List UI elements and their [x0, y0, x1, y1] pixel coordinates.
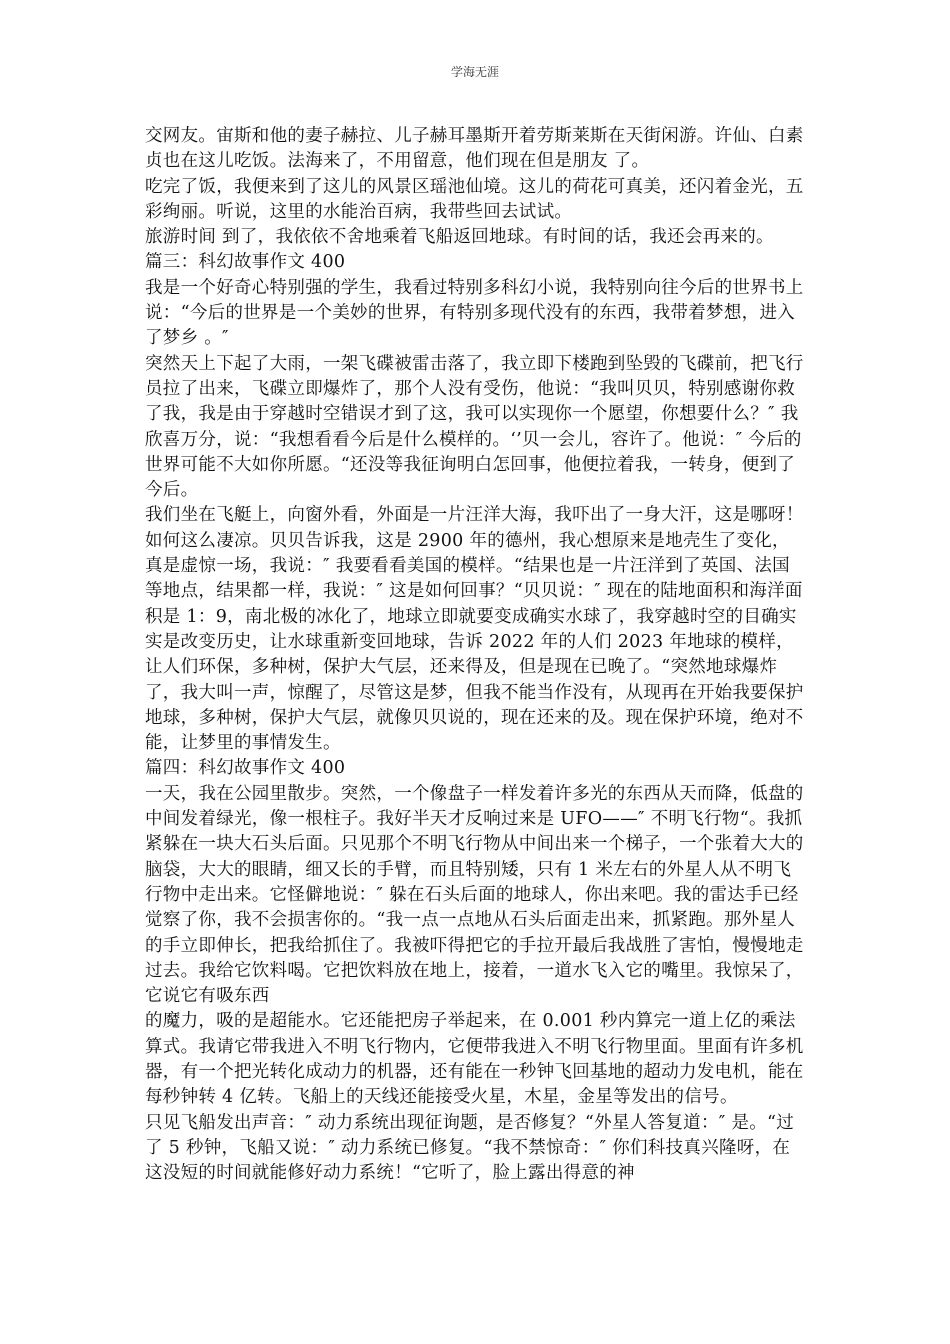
paragraph: 的魔力，吸的是超能水。它还能把房子举起来，在 0.001 秒内算完一道上亿的乘法算式。我请它带我进入不明飞行物内，它便带我进入不明飞行物里面。里面有许多机器，有一个把光转化成动力的机器，还有能在一秒钟飞回基地的超动力发电机，能在每秒钟转 4 亿转。飞船上的天线还能接受火星，木星，金星等发出的信号。 [145, 1011, 804, 1108]
section-heading: 篇四：科幻故事作文 400 [145, 758, 346, 779]
section-heading: 篇三：科幻故事作文 400 [145, 252, 346, 273]
paragraph: 只见飞船发出声音：″ 动力系统出现征询题，是否修复？“外星人答复道：″ 是。“过了 5 秒钟，飞船又说：″ 动力系统已修复。“我不禁惊奇：″ 你们科技真兴隆呀，在这没短的时间就能修好动力系统！“它听了，脸上露出得意的神 [145, 1112, 795, 1184]
paragraph: 旅游时间 到了，我依依不舍地乘着飞船返回地球。有时间的话，我还会再来的。 [145, 227, 774, 248]
paragraph: 一天，我在公园里散步。突然，一个像盘子一样发着许多光的东西从天而降，低盘的中间发着绿光，像一根柱子。我好半天才反响过来是 UFO——″ 不明飞行物“。我抓紧躲在一块大石头后面。只见那个不明飞行物从中间出来一个梯子，一个张着大大的脑袋，大大的眼睛，细又长的手臂，而且特别矮，只有 1 米左右的外星人从不明飞行物中走出来。它怪僻地说：″ 躲在石头后面的地球人，你出来吧。我的雷达手已经觉察了你，我不会损害你的。“我一点一点地从石头后面走出来，抓紧跑。那外星人的手立即伸长，把我给抓住了。我被吓得把它的手拉开最后我战胜了害怕，慢慢地走过去。我给它饮料喝。它把饮料放在地上，接着，一道水飞入它的嘴里。我惊呆了，它说它有吸东西 [145, 783, 804, 1007]
page-header: 学海无涯 [450, 65, 499, 79]
paragraph: 我是一个好奇心特别强的学生，我看过特别多科幻小说，我特别向往今后的世界书上说：“今后的世界是一个美妙的世界，有特别多现代没有的东西，我带着梦想，进入了梦乡 。″ [145, 277, 804, 349]
paragraph: 突然天上下起了大雨，一架飞碟被雷击落了，我立即下楼跑到坠毁的飞碟前，把飞行员拉了出来，飞碟立即爆炸了，那个人没有受伤，他说：“我叫贝贝，特别感谢你救了我，我是由于穿越时空错误才到了这，我可以实现你一个愿望，你想要什么？″ 我欣喜万分，说：“我想看看今后是什么模样的。‘’贝一会儿，容许了。他说：″ 今后的世界可能不大如你所愿。“还没等我征询明白怎回事，他便拉着我，一转身，便到了今后。 [145, 353, 804, 501]
paragraph: 交网友。宙斯和他的妻子赫拉、儿子赫耳墨斯开着劳斯莱斯在天街闲游。许仙、白素贞也在这儿吃饭。法海来了，不用留意，他们现在但是朋友 了。 [145, 126, 804, 172]
document-body [145, 124, 807, 1186]
paragraph: 吃完了饭，我便来到了这儿的风景区瑶池仙境。这儿的荷花可真美，还闪着金光，五彩绚丽。听说，这里的水能治百病，我带些回去试试。 [145, 176, 804, 222]
paragraph: 我们坐在飞艇上，向窗外看，外面是一片汪洋大海，我吓出了一身大汗，这是哪呀！如何这么凄凉。贝贝告诉我，这是 2900 年的德州，我心想原来是地壳生了变化，真是虚惊一场，我说：″ 我要看看美国的模样。“结果也是一片汪洋到了英国、法国等地点，结果都一样，我说：″ 这是如何回事？“贝贝说：″ 现在的陆地面积和海洋面积是 1：9，南北极的冰化了，地球立即就要变成确实水球了，我穿越时空的目确实实是改变历史，让水球重新变回地球，告诉 2022 年的人们 2023 年地球的模样，让人们环保，多种树，保护大气层，还来得及，但是现在已晚了。“突然地球爆炸了，我大叫一声，惊醒了，尽管这是梦，但我不能当作没有，从现再在开始我要保护地球，多种树，保护大气层，就像贝贝说的，现在还来的及。现在保护环境，绝对不能，让梦里的事情发生。 [145, 505, 804, 754]
